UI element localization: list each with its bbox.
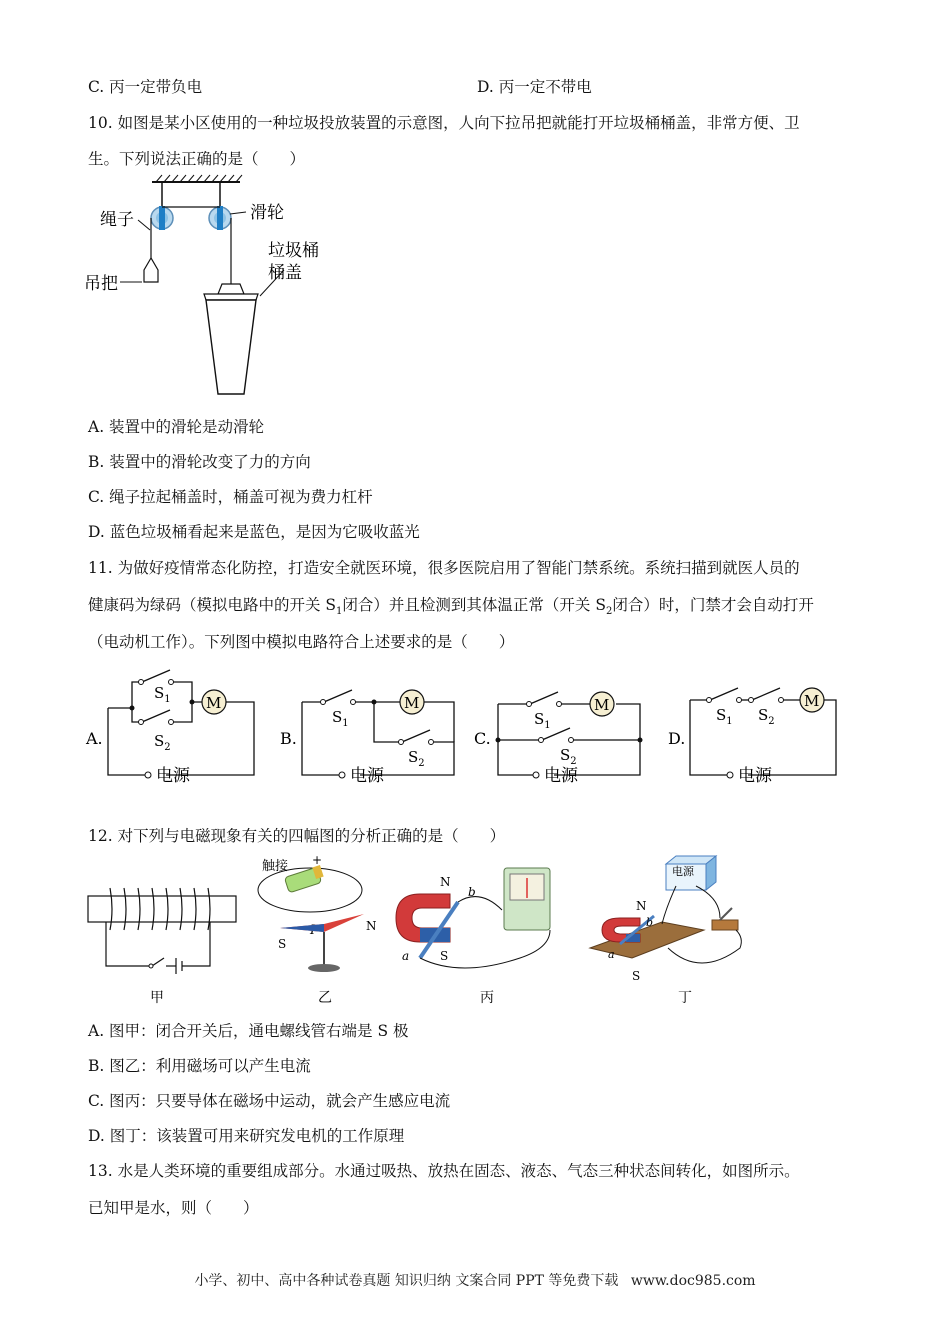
circuit-c [472,660,662,790]
q11-stem-line3: （电动机工作）。下列图中模拟电路符合上述要求的是（ ） [88,633,515,651]
source-label-b: 电源 [350,766,384,786]
q12-figures [80,848,780,1008]
page-footer [0,1270,950,1290]
q12-option-d: D. 图丁：该装置可用来研究发电机的工作原理 [88,1127,405,1145]
q12-stem: 12. 对下列与电磁现象有关的四幅图的分析正确的是（ ） [88,827,506,845]
svg-text:S2: $S_2$ [758,706,775,727]
motor-icon: M [206,694,222,712]
svg-text:S1: $S_1$ [716,706,733,727]
svg-text:b: b [646,916,654,929]
q10-stem-line1: 10. 如图是某小区使用的一种垃圾投放装置的示意图，人向下拉吊把就能打开垃圾桶桶盖，非常方便、卫 [88,114,800,132]
svg-text:S2: $S_2$ [408,748,425,769]
source-label-d: 电源 [738,766,772,786]
q10-option-b: B. 装置中的滑轮改变了力的方向 [88,453,311,471]
motor-icon: M [594,696,610,714]
motor-icon: M [404,694,420,712]
pulley-left [151,206,173,230]
label-handle: 吊把 [84,274,118,294]
fig-bing-induction [396,868,550,1006]
label-lid-2: 桶盖 [268,263,302,283]
label-rope: 绳子 [100,210,134,230]
label-touch: 触接 [262,859,289,874]
q12-option-b: B. 图乙：利用磁场可以产生电流 [88,1057,311,1075]
svg-text:甲: 甲 [150,990,164,1006]
circuit-d [666,660,856,790]
fig-yi-oersted [258,853,377,1006]
circuit-c-letter: C. [474,729,491,748]
svg-text:S1: $S_1$ [154,684,171,705]
source-label-c: 电源 [544,766,578,786]
svg-text:a: a [608,948,615,961]
svg-text:S2: $S_2$ [560,746,577,767]
svg-text:+: + [312,853,323,867]
svg-text:S: S [278,937,287,951]
q10-figure-pulley-device [80,172,340,402]
option-d-prev: D. 丙一定不带电 [477,78,592,96]
q10-option-d: D. 蓝色垃圾桶看起来是蓝色，是因为它吸收蓝光 [88,523,420,541]
circuit-a [84,660,264,790]
footer-text: 小学、初中、高中各种试卷真题 知识归纳 文案合同 PPT 等免费下载 [194,1273,619,1289]
circuit-b [278,660,468,790]
footer-link[interactable]: www.doc985.com [630,1273,756,1289]
svg-text:S1: $S_1$ [534,710,551,731]
circuit-a-letter: A. [86,729,103,748]
pulley-right [209,206,231,230]
svg-text:丙: 丙 [480,990,494,1006]
fig-ding-motor [590,856,741,1006]
svg-text:S: S [440,949,449,963]
svg-text:丁: 丁 [678,990,692,1006]
motor-icon: M [804,692,820,710]
svg-text:b: b [468,885,476,899]
option-c-prev: C. 丙一定带负电 [88,78,203,96]
svg-text:N: N [366,919,377,933]
q13-stem-line2: 已知甲是水，则（ ） [88,1199,259,1217]
q11-stem-line2: 健康码为绿码（模拟电路中的开关 $S_1$闭合）并且检测到其体温正常（开关 $S_2$闭合）时，门禁才会自动打开 [88,596,814,618]
svg-text:a: a [402,949,410,963]
q13-stem-line1: 13. 水是人类环境的重要组成部分。水通过吸热、放热在固态、液态、气态三种状态间转化，如图所示。 [88,1162,800,1180]
svg-text:N: N [440,875,451,889]
label-pulley: 滑轮 [250,203,284,223]
source-label-a: 电源 [156,766,190,786]
svg-text:S2: $S_2$ [154,732,171,753]
circuit-b-letter: B. [280,729,297,748]
svg-text:N: N [636,899,647,913]
svg-text:S1: $S_1$ [332,708,349,729]
svg-text:乙: 乙 [318,990,332,1006]
q12-option-c: C. 图丙：只要导体在磁场中运动，就会产生感应电流 [88,1092,451,1110]
label-lid-1: 垃圾桶 [268,241,319,261]
svg-text:S: S [632,969,641,983]
label-power-source: 电源 [672,865,694,878]
q10-stem-line2: 生。下列说法正确的是（ ） [88,150,306,168]
q12-option-a: A. 图甲：闭合开关后，通电螺线管右端是 S 极 [88,1022,409,1040]
circuit-d-letter: D. [668,729,686,748]
q10-option-a: A. 装置中的滑轮是动滑轮 [88,418,265,436]
q10-option-c: C. 绳子拉起桶盖时，桶盖可视为费力杠杆 [88,488,373,506]
q11-stem-line1: 11. 为做好疫情常态化防控，打造安全就医环境，很多医院启用了智能门禁系统。系统扫描到就医人员的 [88,559,800,577]
fig-jia-solenoid [88,888,236,1006]
